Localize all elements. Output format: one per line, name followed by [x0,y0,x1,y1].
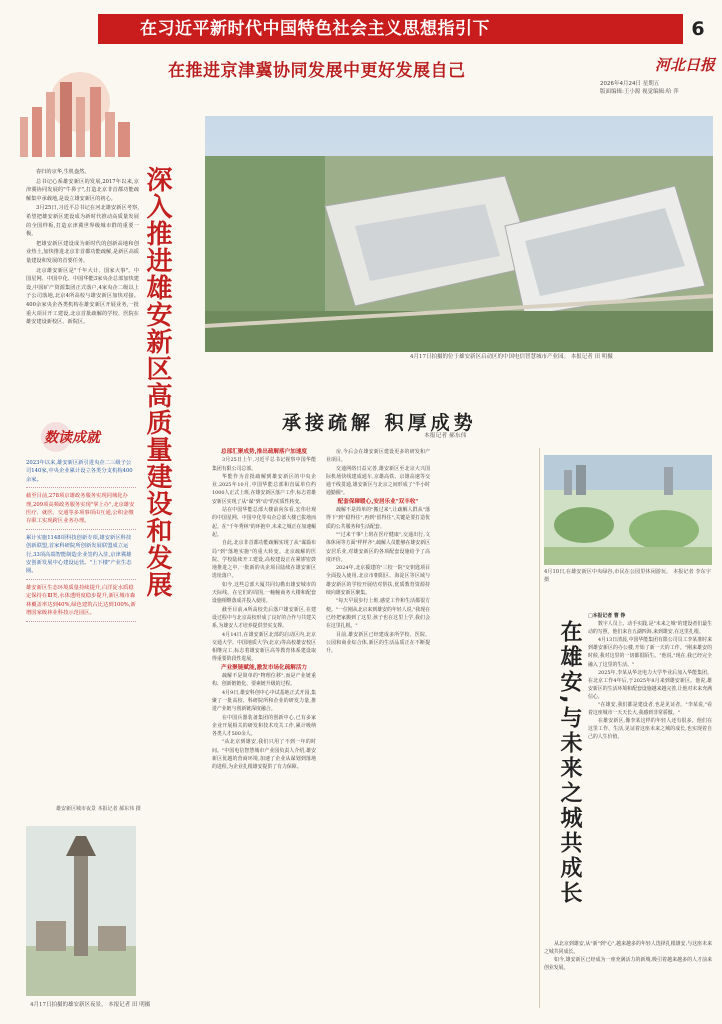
feature-paragraph: 在雄安新区,像李某这样的年轻人还有很多。他们在这里工作、生活,见证着这座未来之城的成长,也实现着自己的人生价值。 [588,718,712,741]
vertical-feature-title: 深入推进雄安新区高质量建设和发展 [142,166,172,598]
feature-paragraph: "在雄安,我们都是建设者,也是见证者。"李某说,"看着这座城市一天天长大,我感到非常骄傲。" [588,702,712,717]
campus-aerial-photo [205,116,713,352]
dateline: 2026年4月24日 星期五 [600,81,660,87]
data-item: 雄安新区生态环境质量持续提升,白洋淀水质稳定保持在Ⅲ类,水体透明度稳步提升,新区城市森林覆盖率达到40%,绿色建筑占比达到100%,新增国家级林业科技示范园区。 [26,584,136,622]
article-paragraph: 在中国兵器装备集团的创新中心,已有多家企业开展相关的研发和技术攻关工作,累计吸纳各类人才500余人。 [212,714,316,738]
article-paragraph: 3月25日上午,习近平总书记视察中国华能集团有限公司总部。 [212,457,316,472]
intro-paragraph: 北京雄安新区是"千年大计、国家大事"。中国星网、中国中化、中国华能3家央企总部加快建设,中国矿产资源集团正式落户,4家央企二级以上子公司落地,北京4所高校与雄安新区加快对接。400余家央企各类机构在雄安新区开展业务,一批重大项目开工建设,北京首批疏解的学校、医院在雄安建设新校区、新院区。 [26,267,139,326]
right-photo-caption: 4月10日,在雄安新区中央绿谷,市民在公园里休闲游玩。 本报记者 李东宇摄 [544,569,711,583]
data-list [26,459,136,626]
bottom-caption: 4月17日拍摄的雄安新区夜景。 本报记者 田 明摄 [30,1002,151,1008]
intro-paragraph: 3月25日,习近平总书记在河北雄安新区考察,希望把雄安新区建设成为新时代推动高质量发展的全国样板,打造京津冀世界级城市群的重要一极。 [26,205,139,238]
skyline-illustration [10,62,140,162]
article-paragraph: 4月14日,在雄安新区北部的启动区内,北京交通大学、中国地质大学(北京)等高校雄安校区相继完工,标志着雄安新区高等教育体系建设取得重要阶段性进展。 [212,631,316,663]
article-heading: 承接疏解 积厚成势 [282,412,477,434]
left-photo-caption: 雄安新区城市夜景 本报记者 郝东伟 摄 [56,806,141,812]
article-paragraph: ""过来干事"上班在医疗健康",交通出行,文体休闲等方面"样样齐",疏解人员能够在雄安新区安居乐业,对雄安新区的各项配套设施给予了高度评价。 [326,531,430,563]
article-paragraph: 截至目前,4所高校先后落户雄安新区,在建设过程中与北京高校形成了良好的合作与共建关系,为雄安人才培养提供坚实支撑。 [212,606,316,630]
article-paragraph: 华能作为首批疏解到雄安新区的中央企业,2025年10月,中国华能总部和直属单位约1000人正式上班,在雄安新区落户工作,标志着雄安新区实现了从"谋"到"动"的实质性转变。 [212,473,316,505]
tower-photo [26,826,136,996]
park-photo [544,455,712,565]
data-item: 累计实施1148项科技创新专项,雄安新区科技创新联盟,首家科研院所创新发展联盟成立运行,33项高端智能制造企业签约入驻,京津冀雄安创新发展中心建设运营。"上下楼"产业生态圈。 [26,534,136,580]
section-subhead: 总部汇聚成势,推出疏解落户加速度 [220,449,308,455]
article-paragraph: 站在中国华能总部大楼前向东看,宏伟壮观的中国星网、中国中化等央企总部大楼已拔地而起。在"千年秀林"的环抱中,未来之城正在加速崛起。 [212,507,316,538]
article-paragraph: 自此,北京非首都功能疏解实现了从"谋篇布局"到"落地实施"的重大转变。北京疏解的医院、学校陆续开工建设,高校建设正在紧锣密鼓地推进之中,一批新的央企项目陆续在雄安新区选址落户。 [212,540,316,580]
badge-label: 数读成就 [44,430,100,446]
feature-paragraph: 如今,雄安新区已经成为一座充满活力的新城,吸引着越来越多的人才前来创业发展。 [544,957,712,971]
article-paragraph: 房,今后会在雄安新区建设更多的研发和产业项目。 [326,449,430,464]
article-paragraph: 如今,这些总部大厦共同勾勒出雄安城市的天际线。在它们的周围,一幢幢商务大楼和配套设施相继落成并投入使用。 [212,581,316,605]
article-paragraph: "从北京到雄安,我们只用了不到一年的时间。"中国电信智慧城市产业园负责人介绍,雄安新区优越的营商环境,加速了企业从谋划到落地的进程,为企业扎根雄安提供了有力保障。 [212,739,316,771]
intro-column [26,168,139,328]
page-subtitle: 在推进京津冀协同发展中更好发展自己 [168,61,466,81]
feature-paragraph: 2025年,李某从华北电力大学毕业后加入华能集团。在北京工作4年后,于2025年8月来到雄安新区。他说,雄安新区的生活环境和配套设施越来越完善,让他对未来充满信心。 [588,669,712,700]
section-banner [98,14,683,44]
article-paragraph: 疏解不是简单的"搬过来",让疏解人群从"落得下"到"稳得住",再到"留得住",关键是要打造优质的公共服务和生活配套。 [326,507,430,530]
article-paragraph: 4月9日,雄安科创中心中试基地正式开园,集聚了一批高校、科研院所和企业的研发力量,推进产业链与创新链深度融合。 [212,689,316,713]
data-item: 截至目前,278项京雄政务服务实现同城化办理,209项高频政务服务实现"掌上办",北京雄安医疗、就医、交通等多项事项由互通,公积金缴存职工实现跨区业务办理。 [26,492,136,530]
article-column-1 [212,448,316,772]
article-paragraph: 目前,雄安新区已经建成多所学校、医院、公园和商业综合体,新区的生活品质正在不断提升。 [326,631,430,655]
feature-bottom-text [544,940,712,972]
newspaper-logo: 河北日报 [655,56,716,74]
editor-credits: 版面编辑:王小源 视觉编辑:哈 萍 [600,89,679,95]
section-subhead: 产业聚链赋能,激发市场化疏解活力 [220,664,308,671]
banner-title: 在习近平新时代中国特色社会主义思想指引下 [140,19,490,39]
intro-paragraph: 把雄安新区建设成为新时代的创新高地和创业热土,加快推进北京非首都功能疏解,是新区高质量建设和发展的首要任务。 [26,240,139,264]
article-byline: 本报记者 郝东伟 [424,433,467,439]
article-paragraph: "每天早晨步行上班,感觉工作和生活都很方便。"一位刚从北京来到雄安的年轻人说,"我现在已经把家搬到了这里,孩子也在这里上学,我们会在这里扎根。" [326,598,430,630]
feature-byline: □本报记者 曹 铮 [588,613,626,619]
intro-paragraph: 春归的京华,生机盎然。 [36,169,90,175]
article-paragraph: 2024年,北京援建的"三校一院"交钥匙项目全面投入使用,北京市朝阳区、海淀区等区域与雄安新区的学校开展结对帮扶,优质教育资源持续向雄安新区聚集。 [326,565,430,597]
feature-paragraph: 从北京到雄安,从"新"到"心",越来越多的年轻人选择扎根雄安,与这座未来之城共同成长。 [544,941,712,955]
column-divider [539,448,540,1008]
intro-paragraph: 总书记心系雄安新区的发展,2017年以来,京津冀协同发展的"牛鼻子",打造北京非首都功能疏解集中承载地,是设立雄安新区的初心。 [26,178,139,202]
page-number: 6 [691,18,705,40]
section-subhead: 配套保障暖心,安居乐业"双丰收" [337,498,419,505]
article-column-2 [326,448,430,655]
feature-column [588,612,712,742]
feature-paragraph: 4月13日清晨,中国华能集团有限公司员工李某准时来到雄安新区的办公楼,开始了新一天的工作。"刚来雄安的时候,我对这里的一切都很陌生。"他说,"现在,我已经完全融入了这里的生活。" [588,637,712,668]
feature-paragraph: 数字人员上、动手实践,是"未来之城"的建设者们最生动的写照。他们来自五湖四海,来到雄安,在这里扎根。 [588,621,712,636]
article-paragraph: 疏解不是简单的"物理位移",而是产业链重构、创新链链化、要素链升级的过程。 [212,673,316,688]
feature-heading: 在雄安,与未来之城共成长 [557,620,582,907]
data-badge [36,417,136,457]
article-paragraph: 交通网络日益完善,雄安新区至北京大兴国际机场快线建成通车,京雄高铁、京雄高速等交通干线贯通,雄安新区与北京之间形成了"半小时通勤圈"。 [326,465,430,497]
main-photo-caption: 4月17日拍摄的位于雄安新区启动区的中国电信智慧城市产业园。 本报记者 田 明摄 [410,354,613,360]
data-item: 2023年以来,雄安新区新引进央企二三级子公司140家,中央企业累计设立各类分支机构400余家。 [26,459,136,488]
